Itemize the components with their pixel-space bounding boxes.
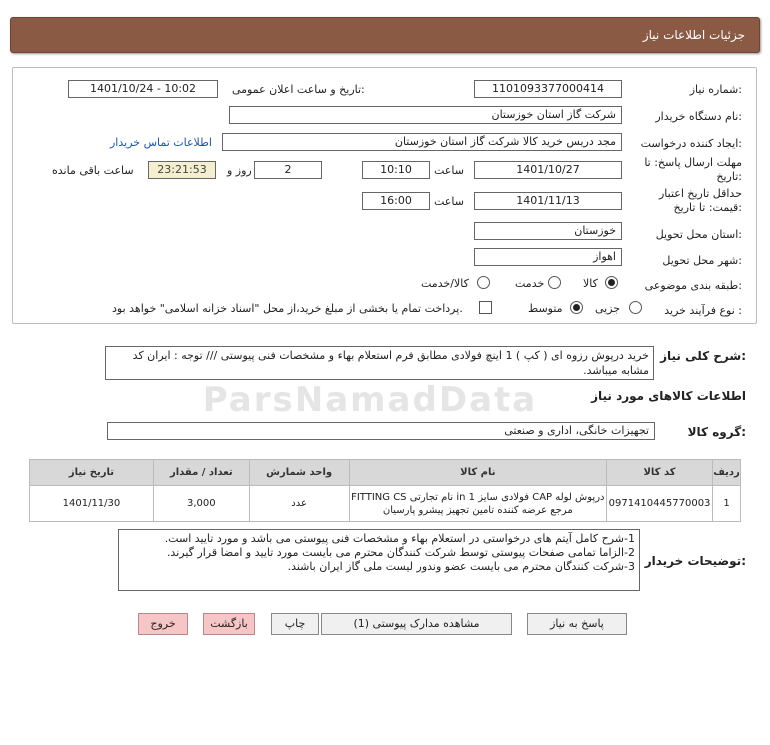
treasury-payment-checkbox[interactable] — [479, 301, 492, 314]
summary-text: خرید درپوش رزوه ای ( کپ ) 1 اینچ فولادی مطابق فرم استعلام بهاء و مشخصات فنی پیوستی /// توجه : ایران کد مشابه میباشد. — [105, 346, 654, 380]
category-radio-goods[interactable] — [605, 276, 618, 289]
table-header-row — [30, 460, 741, 486]
buyer-notes-label: توضیحات خریدار: — [644, 554, 746, 568]
col-code-header: کد کالا — [607, 460, 713, 486]
category-label: طبقه بندی موضوعی: — [644, 279, 742, 292]
cell-name-line2: مرجع عرضه کننده تامین تجهیز پیشرو پارسیان — [382, 504, 573, 516]
cell-name-line1: درپوش لوله CAP فولادی سایز 1 in نام تجارتی FITTING CS — [351, 491, 605, 503]
validity-label: حداقل تاریخ اعتبار قیمت: تا تاریخ: — [658, 187, 742, 214]
category-option-goods: کالا — [583, 277, 598, 290]
category-option-service: خدمت — [515, 277, 545, 290]
cell-date: 1401/11/30 — [30, 486, 154, 522]
watermark: ParsNamadData — [202, 380, 538, 420]
category-radio-both[interactable] — [477, 276, 490, 289]
col-date-header: تاریخ نیاز — [30, 460, 154, 486]
city-label: شهر محل تحویل: — [662, 254, 742, 267]
process-radio-minor[interactable] — [629, 301, 642, 314]
process-radio-medium[interactable] — [570, 301, 583, 314]
buyer-note-line: 2-الزاما تمامی صفحات پیوستی توسط شرکت کنندگان محترم می بایست مورد تایید و امضا قرار گیرند. — [166, 546, 635, 559]
deadline-time-label: ساعت — [434, 164, 464, 177]
validity-time-label: ساعت — [434, 195, 464, 208]
goods-group-field: تجهیزات خانگی، اداری و صنعتی — [107, 422, 655, 440]
goods-section-title: اطلاعات کالاهای مورد نیاز — [591, 389, 746, 403]
remaining-label: ساعت باقی مانده — [52, 164, 134, 177]
cell-quantity: 3,000 — [153, 486, 249, 522]
buyer-label: نام دستگاه خریدار: — [655, 110, 742, 123]
page-header — [10, 17, 760, 53]
buyer-notes-box — [118, 529, 640, 591]
validity-time-field: 16:00 — [362, 192, 430, 210]
items-table — [29, 459, 741, 522]
days-label: روز و — [227, 164, 252, 177]
announce-label: تاریخ و ساعت اعلان عمومی: — [232, 83, 365, 96]
cell-index: 1 — [713, 486, 741, 522]
process-label: نوع فرآیند خرید : — [664, 304, 742, 317]
province-label: استان محل تحویل: — [655, 228, 742, 241]
goods-group-label: گروه کالا: — [687, 425, 746, 439]
back-button[interactable]: بازگشت — [203, 613, 255, 635]
cell-unit: عدد — [249, 486, 349, 522]
print-button[interactable]: چاپ — [271, 613, 319, 635]
buyer-field: شرکت گاز استان خوزستان — [229, 106, 622, 124]
table-row — [30, 486, 741, 522]
validity-date-field: 1401/11/13 — [474, 192, 622, 210]
announce-field: 1401/10/24 - 10:02 — [68, 80, 218, 98]
col-index-header: ردیف — [713, 460, 741, 486]
category-option-both: کالا/خدمت — [421, 277, 469, 290]
process-option-medium: متوسط — [528, 302, 563, 315]
need-number-field: 1101093377000414 — [474, 80, 622, 98]
province-field: خوزستان — [474, 222, 622, 240]
deadline-label: مهلت ارسال پاسخ: تا تاریخ: — [644, 156, 742, 183]
remaining-time-field: 23:21:53 — [148, 161, 216, 179]
deadline-date-field: 1401/10/27 — [474, 161, 622, 179]
page-title: جزئیات اطلاعات نیاز — [642, 28, 745, 42]
cell-code: 0971410445770003 — [607, 486, 713, 522]
creator-label: ایجاد کننده درخواست: — [640, 137, 742, 150]
treasury-payment-note: پرداخت تمام یا بخشی از مبلغ خرید،از محل "اسناد خزانه اسلامی" خواهد بود. — [112, 302, 463, 315]
buyer-note-line: 3-شرکت کنندگان محترم می بایست عضو وندور لیست ملی گاز ایران باشند. — [287, 560, 635, 573]
need-number-label: شماره نیاز: — [689, 83, 742, 96]
reply-button[interactable]: پاسخ به نیاز — [527, 613, 627, 635]
col-qty-header: تعداد / مقدار — [153, 460, 249, 486]
col-name-header: نام کالا — [349, 460, 606, 486]
view-attachments-button[interactable]: مشاهده مدارک پیوستی (1) — [321, 613, 512, 635]
deadline-time-field: 10:10 — [362, 161, 430, 179]
summary-label: شرح کلی نیاز: — [660, 349, 746, 363]
buyer-contact-link[interactable]: اطلاعات تماس خریدار — [110, 136, 212, 149]
col-unit-header: واحد شمارش — [249, 460, 349, 486]
city-field: اهواز — [474, 248, 622, 266]
cell-name — [349, 486, 606, 522]
process-option-minor: جزیی — [595, 302, 621, 315]
creator-field: مجد دریس خرید کالا شرکت گاز استان خوزستان — [222, 133, 622, 151]
days-field: 2 — [254, 161, 322, 179]
buyer-note-line: 1-شرح کامل آیتم های درخواستی در استعلام بهاء و مشخصات فنی پیوستی می باشد و مورد تایید است. — [164, 532, 635, 545]
category-radio-service[interactable] — [548, 276, 561, 289]
exit-button[interactable]: خروج — [138, 613, 188, 635]
